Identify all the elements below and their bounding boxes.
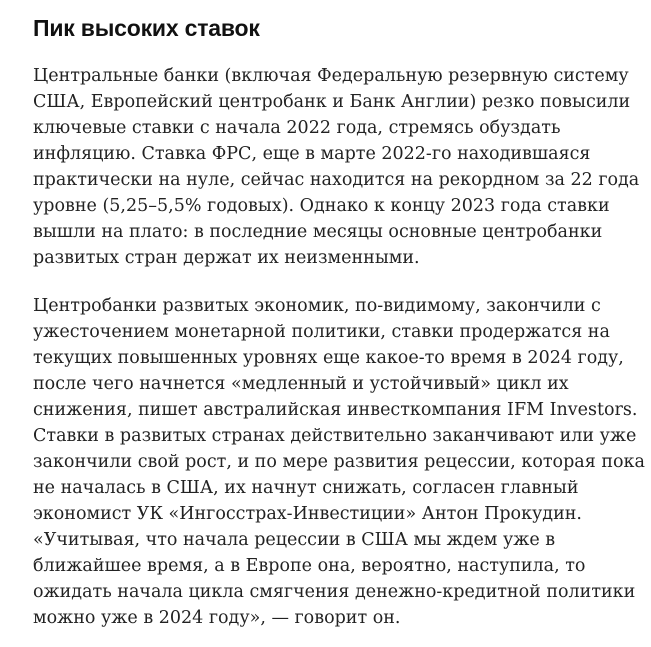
paragraph-line: практически на нуле, сейчас находится на рекордном за 22 года <box>33 170 640 190</box>
section-heading: Пик высоких ставок <box>33 15 260 41</box>
paragraph-rates-rise <box>33 63 640 271</box>
paragraph-line: Центральные банки (включая Федеральную резервную систему <box>33 66 629 86</box>
paragraph-line: можно уже в 2024 году», — говорит он. <box>33 608 401 628</box>
paragraph-line: Центробанки развитых экономик, по-видимому, закончили с <box>33 296 601 316</box>
paragraph-line: после чего начнется «медленный и устойчивый» цикл их <box>33 374 569 394</box>
paragraph-line: развитых стран держат их неизменными. <box>33 248 420 268</box>
paragraph-line: ключевые ставки с начала 2022 года, стремясь обуздать <box>33 118 561 138</box>
paragraph-line: ужесточением монетарной политики, ставки продержатся на <box>33 322 610 342</box>
article <box>33 12 645 631</box>
paragraph-line: не началась в США, их начнут снижать, согласен главный <box>33 478 579 498</box>
paragraph-line: уровне (5,25–5,5% годовых). Однако к концу 2023 года ставки <box>33 196 610 216</box>
paragraph-line: снижения, пишет австралийская инвесткомпания IFM Investors. <box>33 400 638 420</box>
paragraph-line: экономист УК «Ингосстрах-Инвестиции» Антон Прокудин. <box>33 504 582 524</box>
paragraph-line: ожидать начала цикла смягчения денежно-кредитной политики <box>33 582 636 602</box>
paragraph-line: закончили свой рост, и по мере развития рецессии, которая пока <box>33 452 645 472</box>
paragraph-line: «Учитывая, что начала рецессии в США мы ждем уже в <box>33 530 556 550</box>
paragraph-line: текущих повышенных уровнях еще какое-то время в 2024 году, <box>33 348 624 368</box>
paragraph-rates-outlook <box>33 293 645 631</box>
paragraph-line: вышли на плато: в последние месяцы основные центробанки <box>33 222 603 242</box>
paragraph-line: инфляцию. Ставка ФРС, еще в марте 2022-го находившаяся <box>33 144 591 164</box>
paragraph-line: США, Европейский центробанк и Банк Англии) резко повысили <box>33 92 631 112</box>
paragraph-line: ближайшее время, а в Европе она, вероятно, наступила, то <box>33 556 586 576</box>
paragraph-line: Ставки в развитых странах действительно заканчивают или уже <box>33 426 637 446</box>
